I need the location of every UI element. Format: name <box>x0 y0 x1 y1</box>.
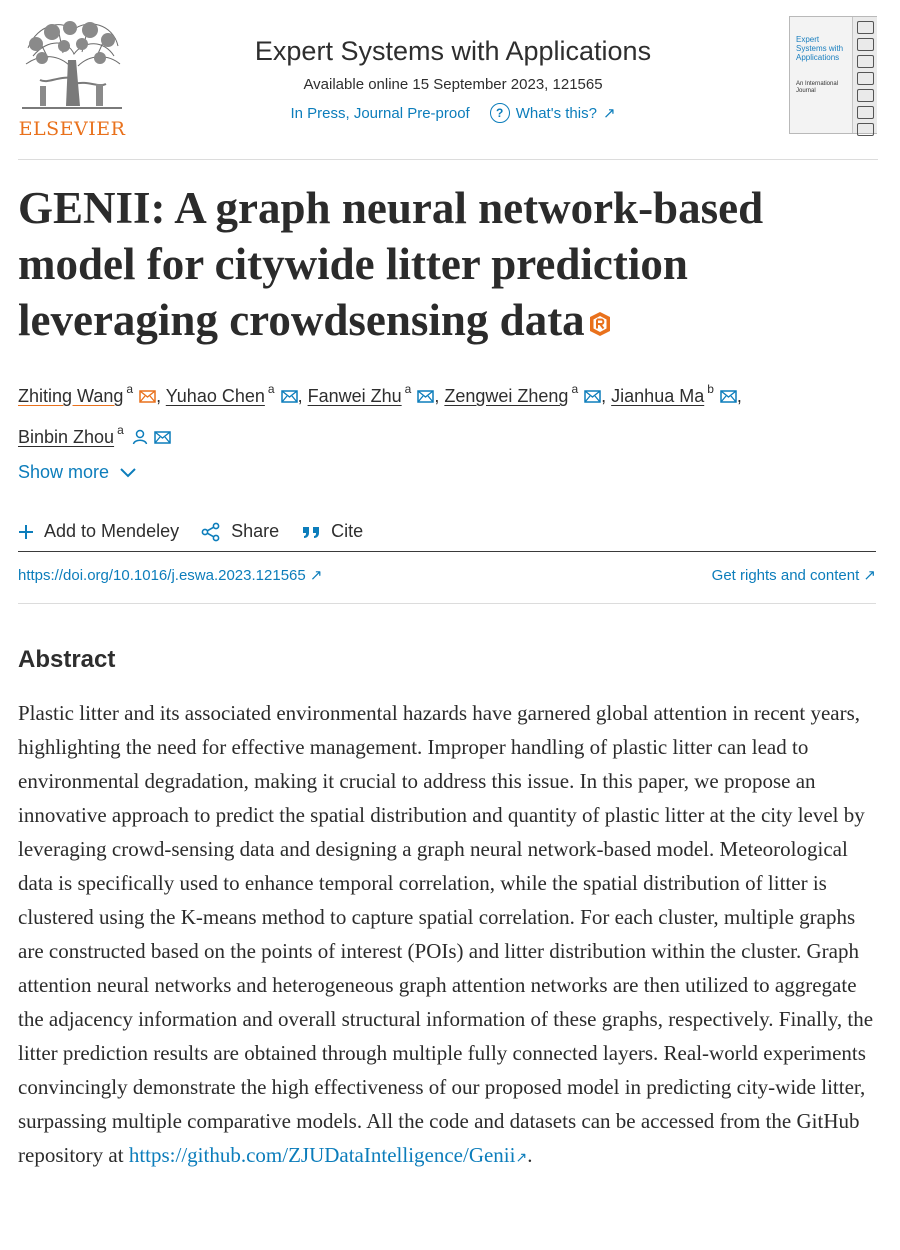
elsevier-logo[interactable] <box>18 18 126 142</box>
rights-link[interactable] <box>712 566 876 603</box>
article-header <box>18 14 878 160</box>
plus-icon <box>18 524 34 540</box>
add-to-mendeley-button[interactable] <box>18 521 179 542</box>
elsevier-tree-logo <box>18 18 126 116</box>
author-list <box>18 372 888 454</box>
mail-icon[interactable] <box>417 390 434 403</box>
publisher-name: ELSEVIER <box>18 118 126 140</box>
quote-icon <box>301 524 321 540</box>
author-name[interactable]: Yuhao Chen <box>165 386 265 406</box>
available-online: Available online 15 September 2023, 121565 <box>303 76 603 93</box>
github-link[interactable]: https://github.com/ZJUDataIntelligence/Genii <box>128 1143 516 1167</box>
author-affiliation: a <box>404 382 412 396</box>
whats-this-link[interactable]: What's this? <box>515 104 597 122</box>
author-name[interactable]: Zengwei Zheng <box>444 386 569 406</box>
author-name[interactable]: Jianhua Ma <box>611 386 705 406</box>
author-affiliation: a <box>117 423 124 437</box>
abstract-end: . <box>527 1143 533 1167</box>
article-actions <box>18 512 876 552</box>
share-label: Share <box>231 521 280 541</box>
share-icon <box>201 522 221 542</box>
mail-icon[interactable] <box>281 390 298 403</box>
abstract-body-text: Plastic litter and its associated environmental hazards have garnered global attention in recent years, highlighting the need for effective management. Improper handling of plastic litter can lead to environmental degradation, making it crucial to address this issue. In this paper, we propose an innovative approach to predict the spatial distribution and quantity of plastic litter at the city level by leveraging crowd-sensing data and designing a graph neural network-based model. Meteorological data is specifically used to enhance temporal correlation, while the spatial distribution of litter is clustered using the K-means method to capture spatial correlation. For each cluster, multiple graphs are constructed based on the points of interest (POIs) and litter distribution within the cluster. Graph attention neural networks and heterogeneous graph attention networks are then utilized to aggregate the adjacency information and overall structural information of these graphs, respectively. Finally, the litter prediction results are obtained through multiple fully connected layers. Real-world experiments convincingly demonstrate the high effectiveness of our proposed model in predicting city-wide litter, surpassing multiple comparative models. All the code and datasets can be accessed from the GitHub repository at <box>18 701 874 1167</box>
article-title <box>18 180 888 348</box>
author-item[interactable]: Yuhao Chen $^a$ , <box>165 382 303 406</box>
show-more-button[interactable] <box>18 462 137 483</box>
author-item[interactable]: Zengwei Zheng $^a$ , <box>444 382 607 406</box>
abstract-heading: Abstract <box>18 646 116 673</box>
author-item[interactable]: Zhiting Wang $^a$ , <box>18 382 162 406</box>
press-status[interactable]: In Press, Journal Pre-proof <box>290 104 470 122</box>
person-icon <box>132 429 148 445</box>
author-name[interactable]: Binbin Zhou <box>18 427 115 447</box>
journal-title[interactable]: Expert Systems with Applications <box>254 36 652 66</box>
external-arrow-icon: ↗ <box>309 567 323 584</box>
external-arrow-icon: ↗ <box>863 567 876 584</box>
cover-subtitle: An International Journal <box>796 81 839 94</box>
cite-button[interactable] <box>301 521 363 542</box>
author-item[interactable]: Jianhua Ma $^b$ , <box>611 382 742 406</box>
chevron-down-icon <box>119 467 137 479</box>
mail-icon[interactable] <box>139 390 156 403</box>
open-archive-icon[interactable] <box>587 311 613 337</box>
author-name[interactable]: Fanwei Zhu <box>307 386 402 406</box>
cover-title: Expert Systems with Applications <box>796 35 844 62</box>
mail-icon[interactable] <box>720 390 737 403</box>
author-affiliation: a <box>267 382 275 396</box>
show-more-label: Show more <box>18 462 110 482</box>
cite-label: Cite <box>331 521 364 541</box>
author-affiliation: a <box>571 382 579 396</box>
doi-link[interactable] <box>18 566 322 603</box>
external-arrow-icon: ↗ <box>515 1151 528 1166</box>
press-status-row <box>158 103 748 123</box>
mail-icon[interactable] <box>584 390 601 403</box>
rights-text: Get rights and content <box>711 567 860 584</box>
author-item[interactable]: Fanwei Zhu $^a$ , <box>307 382 440 406</box>
mail-icon[interactable] <box>154 431 171 444</box>
journal-info <box>158 34 748 123</box>
share-button[interactable] <box>201 521 279 542</box>
author-name[interactable]: Zhiting Wang <box>18 386 124 406</box>
article-title-text: GENII: A graph neural network-based model for citywide litter prediction leveraging crowdsensing data <box>18 183 764 345</box>
doi-text: https://doi.org/10.1016/j.eswa.2023.121565 <box>18 567 306 584</box>
journal-cover[interactable] <box>789 16 877 134</box>
external-arrow-icon: ↗ <box>602 105 616 122</box>
author-item[interactable] <box>18 423 171 447</box>
mendeley-label: Add to Mendeley <box>44 521 180 541</box>
doi-row <box>18 566 876 604</box>
author-affiliation: b <box>707 382 714 396</box>
abstract-text <box>18 696 880 1176</box>
question-icon[interactable]: ? <box>490 103 510 123</box>
cover-icon-strip <box>852 17 877 133</box>
author-affiliation: a <box>126 382 134 396</box>
